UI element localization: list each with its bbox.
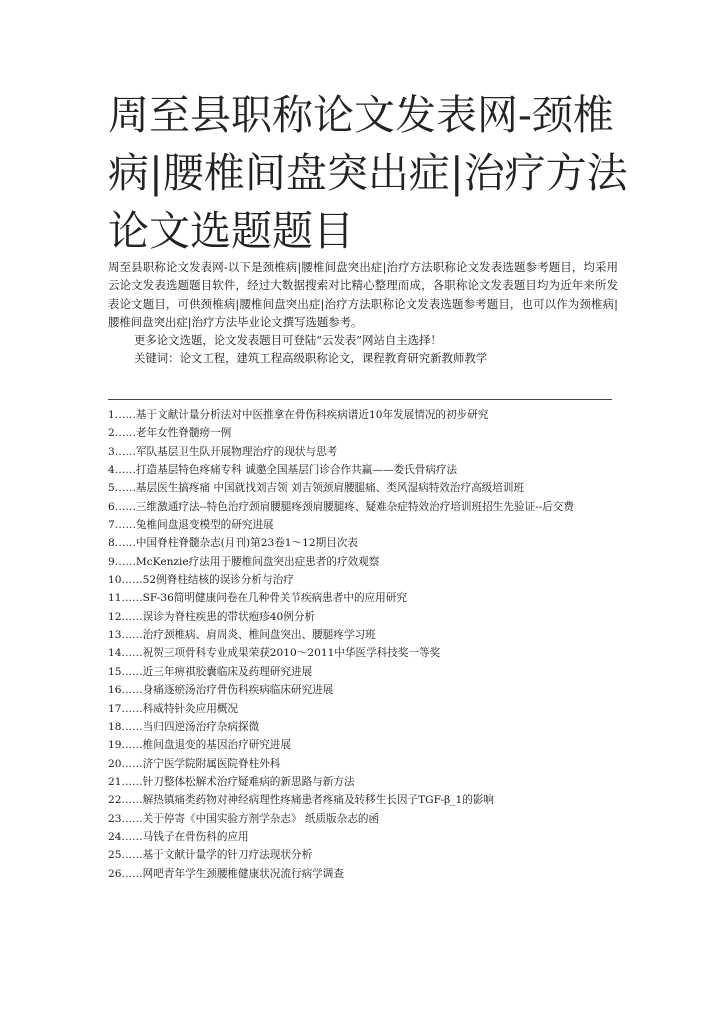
list-item: 6……三维激通疗法--特色治疗颈肩腰腿疼颈肩腰腿疼、疑难杂症特效治疗培训班招生先验证--后交费 [108,500,574,513]
keywords-line: 关键词：论文工程，建筑工程高级职称论文，课程教育研究新教师教学 [134,351,488,366]
list-item: 20……济宁医学院附属医院脊柱外科 [108,757,281,770]
list-item: 2……老年女性脊髓痨一例 [108,427,232,440]
list-item: 17……科威特针灸应用概况 [108,702,239,715]
list-item: 11……SF-36简明健康问卷在几种骨关节疾病患者中的应用研究 [108,592,407,605]
list-item: 7……兔椎间盘退变模型的研究进展 [108,519,274,532]
section-divider [108,399,612,400]
intro-paragraph: 周至县职称论文发表网-以下是颈椎病|腰椎间盘突出症|治疗方法职称论文发表选题参考题目，均采用云论文发表选题题目软件，经过大数据搜索对比精心整理而成，各职称论文发表题目均为近年来所发表论文题目，可供颈椎病|腰椎间盘突出症|治疗方法职称论文发表选题参考题目，也可以作为颈椎病|腰椎间盘突出症|治疗方法毕业论文撰写选题参考。 [108,260,618,329]
list-item: 12……误诊为脊柱疾患的带状疱疹40例分析 [108,610,316,623]
intro-section [108,258,618,368]
list-item: 16……身痛逐瘀汤治疗骨伤科疾病临床研究进展 [108,684,334,697]
more-topics-note: 更多论文选题，论文发表题目可登陆“云发表”网站自主选择！ [134,333,442,348]
list-item: 13……治疗颈椎病、肩周炎、椎间盘突出、腰腿疼学习班 [108,629,376,642]
list-item: 15……近三年痹祺胶囊临床及药理研究进展 [108,665,313,678]
list-item: 5……基层医生搞疼痛 中国就找刘吉领 刘吉领颈肩腰腿痛、类风湿病特效治疗高级培训班 [108,482,525,495]
list-item: 3……军队基层卫生队开展物理治疗的现状与思考 [108,445,338,458]
list-item: 19……椎间盘退变的基因治疗研究进展 [108,739,291,752]
list-item: 8……中国脊柱脊髓杂志(月刊)第23卷1～12期目次表 [108,537,358,550]
list-item: 1……基于文献计量分析法对中医推拿在骨伤科疾病谱近10年发展情况的初步研究 [108,409,489,421]
list-item: 24……马钱子在骨伤科的应用 [108,830,249,843]
list-item: 26……网吧青年学生颈腰椎健康状况流行病学调查 [108,867,344,880]
list-item: 18……当归四逆汤治疗杂病探微 [108,720,260,733]
list-item: 25……基于文献计量学的针刀疗法现状分析 [108,849,313,862]
list-item: 4……打造基层特色疼痛专科 诚邀全国基层门诊合作共赢——娄氏骨病疗法 [108,464,458,477]
list-item: 23……关于停寄《中国实验方剂学杂志》 纸质版杂志的函 [108,812,380,825]
list-item: 22……解热镇痛类药物对神经病理性疼痛患者疼痛及转移生长因子TGF-β_1的影响 [108,794,495,807]
page-title: 周至县职称论文发表网-颈椎病|腰椎间盘突出症|治疗方法论文选题题目 [108,91,628,255]
list-item: 21……针刀整体松解术治疗疑难病的新思路与新方法 [108,775,355,788]
list-item: 14……祝贺三项骨科专业成果荣获2010～2011中华医学科技奖一等奖 [108,647,441,660]
list-item: 10……52例脊柱结核的误诊分析与治疗 [108,574,294,587]
list-item: 9……McKenzie疗法用于腰椎间盘突出症患者的疗效观察 [108,555,380,568]
topic-list [108,406,618,883]
